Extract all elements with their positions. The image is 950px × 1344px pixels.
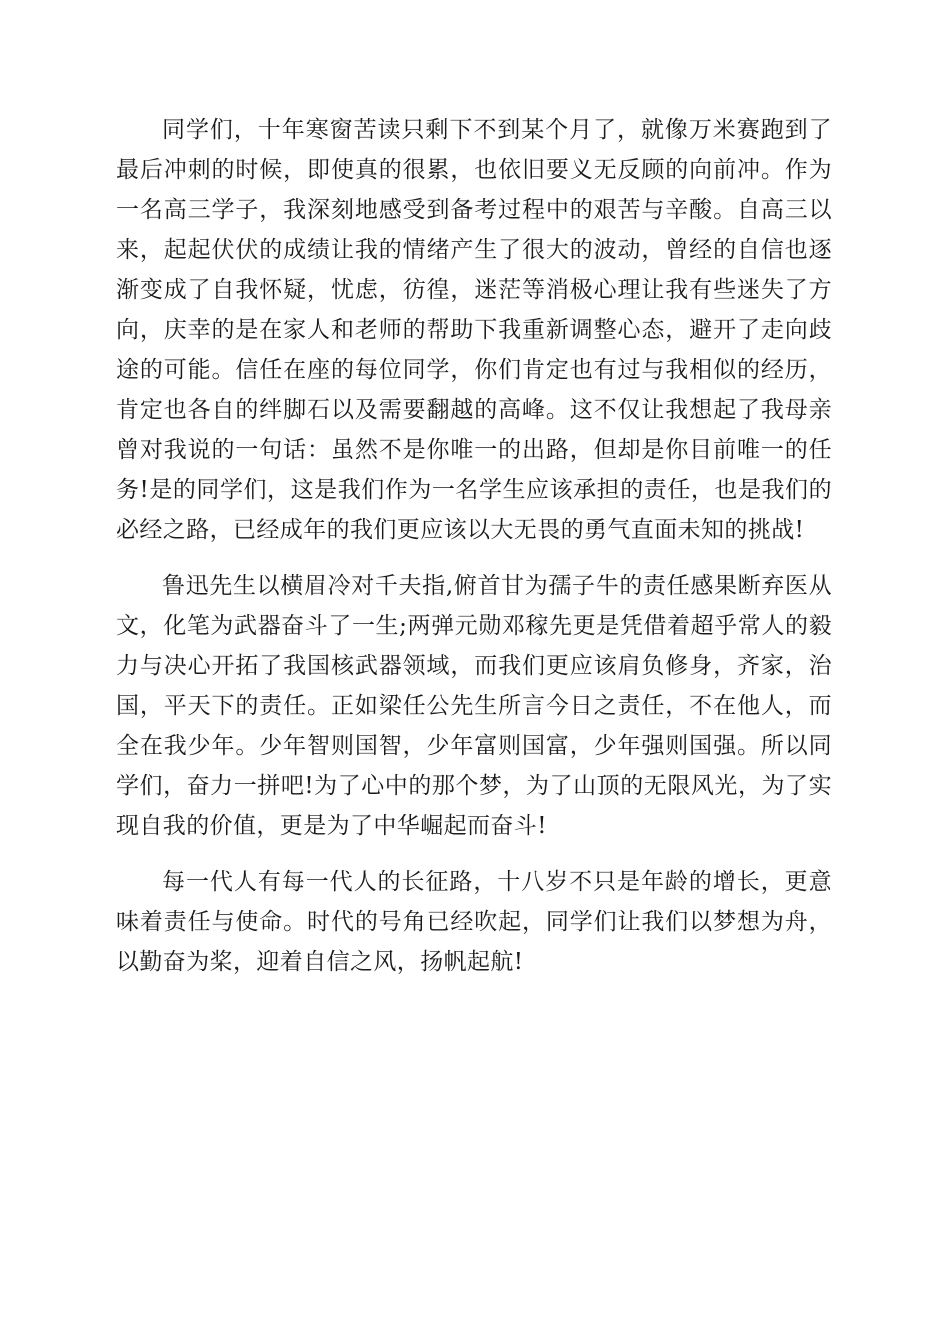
paragraph-1: 同学们，十年寒窗苦读只剩下不到某个月了，就像万米赛跑到了最后冲刺的时候，即使真的很累，也依旧要义无反顾的向前冲。作为一名高三学子，我深刻地感受到备考过程中的艰苦与辛酸。自高三以来，起起伏伏的成绩让我的情绪产生了很大的波动，曾经的自信也逐渐变成了自我怀疑，忧虑，彷徨，迷茫等消极心理让我有些迷失了方向，庆幸的是在家人和老师的帮助下我重新调整心态，避开了走向歧途的可能。信任在座的每位同学，你们肯定也有过与我相似的经历，肯定也各自的绊脚石以及需要翻越的高峰。这不仅让我想起了我母亲曾对我说的一句话：虽然不是你唯一的出路，但却是你目前唯一的任务!是的同学们，这是我们作为一名学生应该承担的责任，也是我们的必经之路，已经成年的我们更应该以大无畏的勇气直面未知的挑战!	[116, 117, 832, 543]
paragraph-3: 每一代人有每一代人的长征路，十八岁不只是年龄的增长，更意味着责任与使命。时代的号角已经吹起，同学们让我们以梦想为舟，以勤奋为桨，迎着自信之风，扬帆起航!	[116, 869, 832, 975]
paragraph-2: 鲁迅先生以横眉冷对千夫指,俯首甘为孺子牛的责任感果断弃医从文，化笔为武器奋斗了一生;两弹元勋邓稼先更是凭借着超乎常人的毅力与决心开拓了我国核武器领域，而我们更应该肩负修身，齐家，治国，平天下的责任。正如梁任公先生所言今日之责任，不在他人，而全在我少年。少年智则国智，少年富则国富，少年强则国强。所以同学们，奋力一拼吧!为了心中的那个梦，为了山顶的无限风光，为了实现自我的价值，更是为了中华崛起而奋斗!	[116, 573, 832, 839]
document-body	[116, 110, 832, 998]
